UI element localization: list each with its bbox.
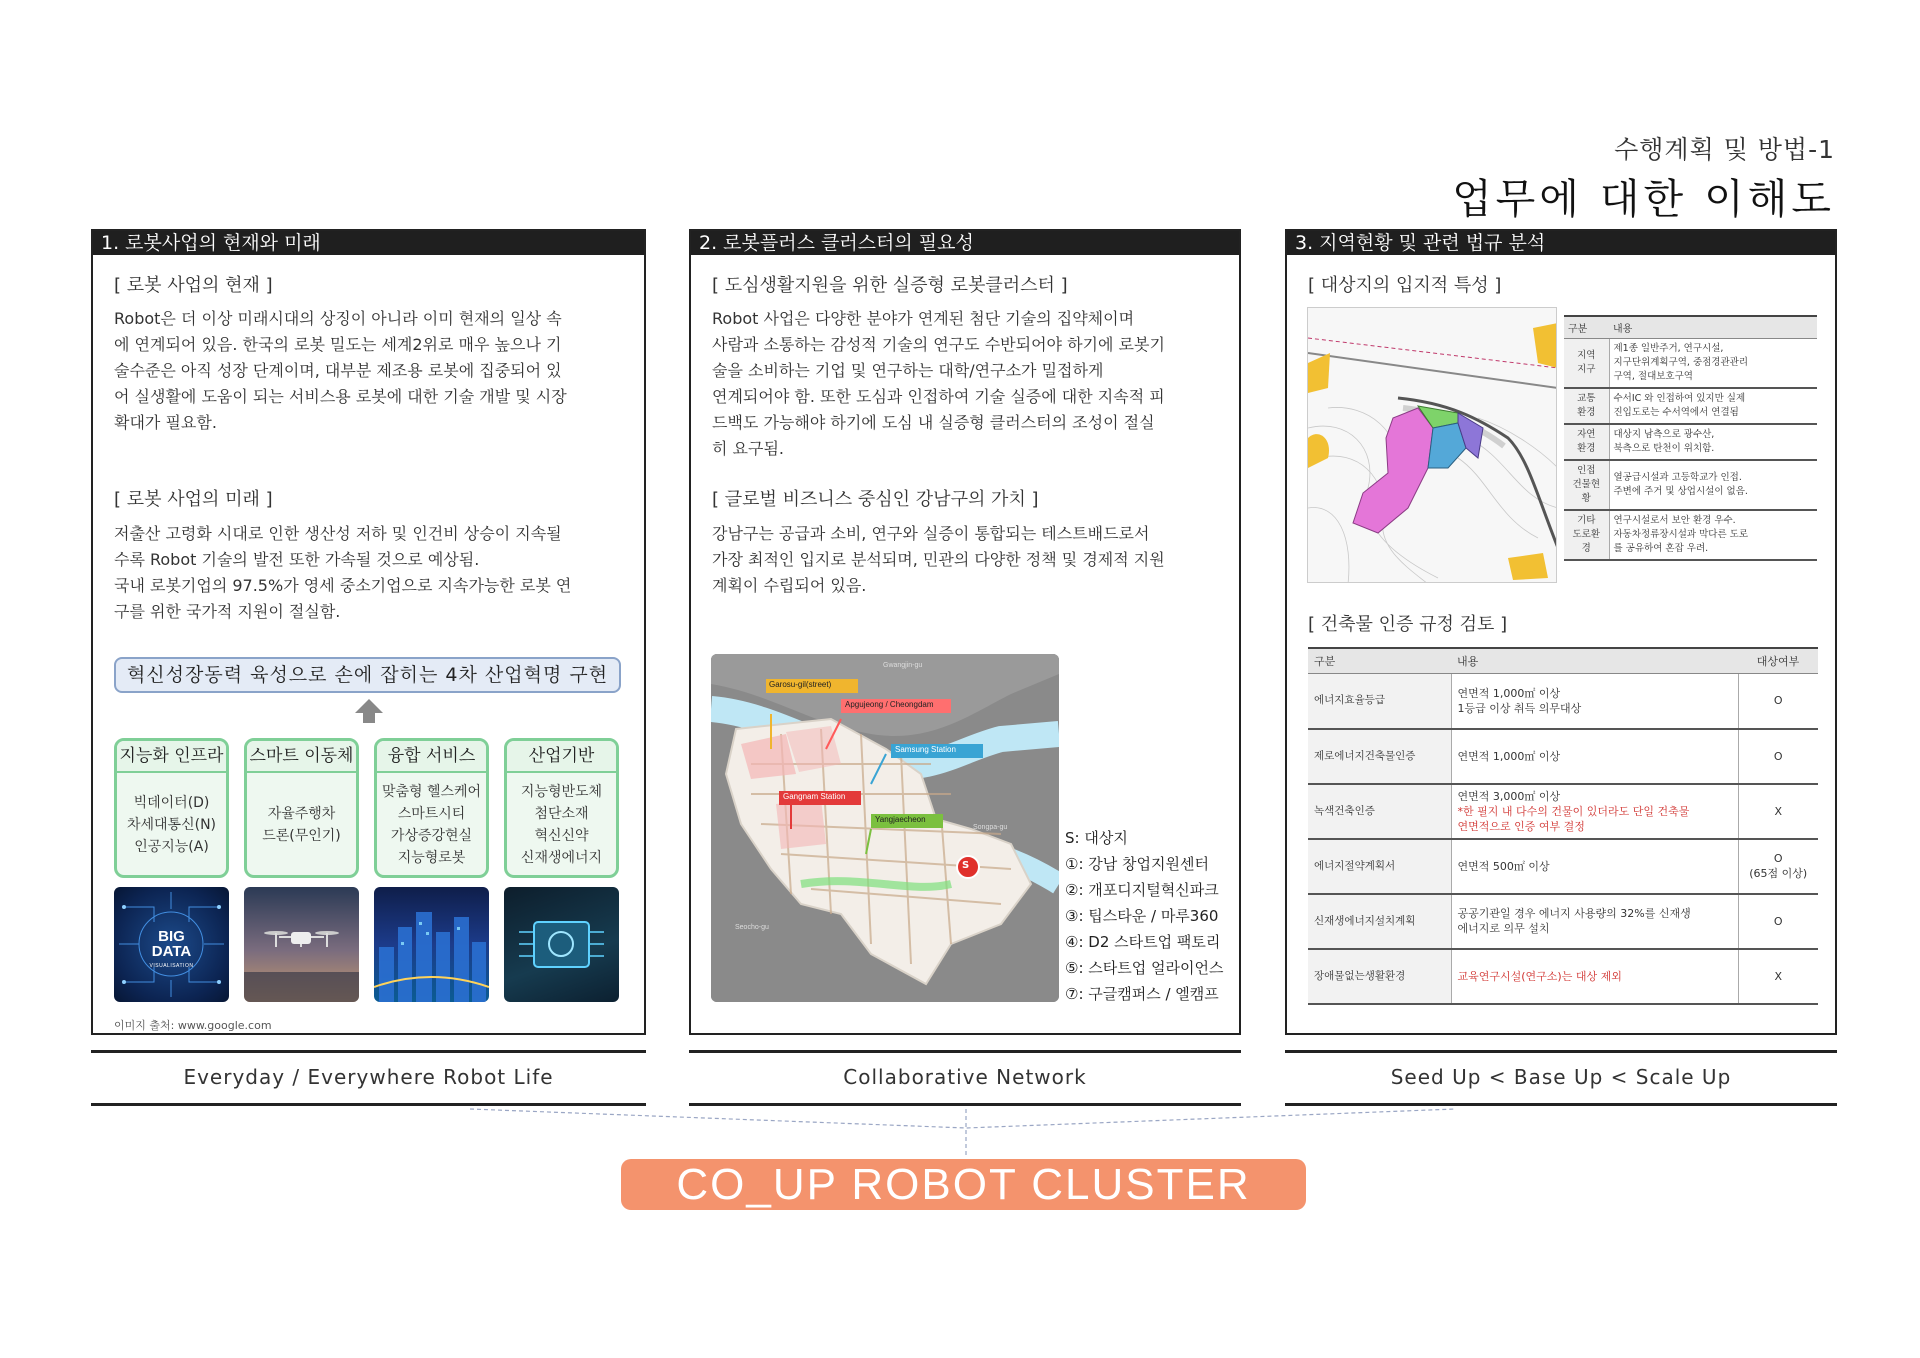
paragraph-gangnam xyxy=(712,521,1165,599)
thumb-text: DATA xyxy=(151,943,192,960)
cert-value: 연면적 1,000㎡ 이상 xyxy=(1457,749,1561,763)
gangnam-map xyxy=(711,654,1059,1002)
paragraph-line: 연계되어야 함. 또한 도심과 인접하여 기술 실증에 대한 지속적 피 xyxy=(712,387,1165,406)
card-line: 혁신신약 xyxy=(534,828,589,844)
paragraph-line: Robot 사업은 다양한 분야가 연계된 첨단 기술의 집약체이며 xyxy=(712,309,1135,328)
card-industry-base xyxy=(504,738,619,878)
card-line: 자율주행차 xyxy=(267,806,336,822)
cert-header: 구분 xyxy=(1308,648,1451,674)
card-body xyxy=(247,773,356,877)
section-head-certification: [ 건축물 인증 규정 검토 ] xyxy=(1308,614,1508,635)
info-value: 대상지 남측으로 광수산, 북측으로 탄천이 위치함. xyxy=(1609,424,1817,460)
cert-target: X xyxy=(1738,784,1818,839)
legend-item: ④: D2 스타트업 팩토리 xyxy=(1065,933,1221,951)
legend-item: S: 대상지 xyxy=(1065,829,1128,847)
card-line: 첨단소재 xyxy=(534,806,589,822)
map-label-apgujeong: Apgujeong / Cheongdam xyxy=(845,700,934,709)
paragraph-present xyxy=(114,306,567,436)
section-head-urban: [ 도심생활지원을 위한 실증형 로봇클러스터 ] xyxy=(712,275,1068,296)
cert-value: 연면적 500㎡ 이상 xyxy=(1457,859,1550,873)
card-line: 지능형반도체 xyxy=(520,784,603,800)
table-row xyxy=(1564,424,1817,460)
drone-image xyxy=(244,887,359,1002)
paragraph-future xyxy=(114,521,571,625)
paragraph-line: 수록 Robot 기술의 발전 또한 가속될 것으로 예상됨. xyxy=(114,550,480,569)
info-header: 구분 xyxy=(1564,316,1609,339)
map-label-gwangjin: Gwangjin-gu xyxy=(883,662,923,669)
map-label-samsung: Samsung Station xyxy=(895,745,956,754)
thumb-text: BIG xyxy=(158,928,185,945)
table-row xyxy=(1308,729,1818,784)
paragraph-line: 국내 로봇기업의 97.5%가 영세 중소기업으로 지속가능한 로봇 연 xyxy=(114,576,572,595)
legend-item: ③: 팁스타운 / 마루360 xyxy=(1065,907,1219,925)
map-label-seocho: Seocho-gu xyxy=(735,924,769,931)
cert-key: 신재생에너지설치계획 xyxy=(1308,894,1451,949)
certification-table xyxy=(1308,647,1818,1005)
chip-icon xyxy=(504,887,619,1002)
card-intelligent-infra xyxy=(114,738,229,878)
header-subtitle: 수행계획 및 방법-1 xyxy=(1614,135,1835,164)
card-converged-service xyxy=(374,738,489,878)
drone-icon xyxy=(244,887,359,1002)
smart-city-image xyxy=(374,887,489,1002)
card-smart-mobility xyxy=(244,738,359,878)
site-plan-map xyxy=(1307,307,1557,583)
paragraph-urban xyxy=(712,306,1165,462)
paragraph-line: 구를 위한 국가적 지원이 절실함. xyxy=(114,602,341,621)
map-legend xyxy=(1065,825,1223,1007)
card-line: 드론(무인기) xyxy=(262,828,341,844)
map-label-gangnam: Gangnam Station xyxy=(783,792,846,801)
slogan-bar-scale-up: Seed Up < Base Up < Scale Up xyxy=(1285,1050,1837,1106)
card-line: 지능형로봇 xyxy=(397,850,466,866)
paragraph-line: 확대가 필요함. xyxy=(114,413,217,432)
paragraph-line: 드백도 가능해야 하기에 도심 내 실증형 클러스터의 조성이 절실 xyxy=(712,413,1155,432)
industry-banner: 혁신성장동력 육성으로 손에 잡히는 4차 산업혁명 구현 xyxy=(114,657,621,693)
paragraph-line: 가장 최적인 입지로 분석되며, 민관의 다양한 정책 및 경제적 지원 xyxy=(712,550,1165,569)
panel-regional-analysis xyxy=(1285,229,1837,1035)
cert-note: *한 필지 내 다수의 건물이 있더라도 단일 건축물 연면적으로 인증 여부 결정 xyxy=(1457,804,1690,833)
info-key: 교통 환경 xyxy=(1564,388,1609,424)
info-value: 연구시설로서 보안 환경 우수. 자동차정류장시설과 막다른 도로 를 공유하여 혼잡 우려. xyxy=(1609,510,1817,560)
site-plan-graphic xyxy=(1308,308,1557,583)
card-line: 가상증강현실 xyxy=(390,828,473,844)
paragraph-line: 술수준은 아직 성장 단계이며, 대부분 제조용 로봇에 집중되어 있 xyxy=(114,361,562,380)
info-value: 제1종 일반주거, 연구시설, 지구단위계획구역, 중점경관관리 구역, 절대보호구역 xyxy=(1609,339,1817,389)
card-line: 신재생에너지 xyxy=(520,850,603,866)
card-body xyxy=(377,773,486,877)
paragraph-line: 강남구는 공급과 소비, 연구와 실증이 통합되는 테스트배드로서 xyxy=(712,524,1150,543)
cert-target: O xyxy=(1738,894,1818,949)
panel-title: 1. 로봇사업의 현재와 미래 xyxy=(93,231,644,255)
paragraph-line: 히 요구됨. xyxy=(712,439,784,458)
info-key: 지역 지구 xyxy=(1564,339,1609,389)
legend-item: ⑤: 스타트업 얼라이언스 xyxy=(1065,959,1224,977)
card-head: 스마트 이동체 xyxy=(247,741,356,773)
cert-value: 공공기관일 경우 에너지 사용량의 32%를 신재생 에너지로 의무 설치 xyxy=(1457,907,1691,935)
page-title: 업무에 대한 이해도 xyxy=(1452,175,1835,223)
cert-value-cell xyxy=(1451,949,1738,1004)
thumb-subtext: VISUALISATION xyxy=(149,963,194,969)
cert-header: 내용 xyxy=(1451,648,1738,674)
card-body xyxy=(117,773,226,877)
connector-lines xyxy=(0,1106,1920,1166)
legend-item: ⑦: 구글캠퍼스 / 엘캠프 xyxy=(1065,985,1219,1003)
cert-value: 연면적 1,000㎡ 이상 1등급 이상 취득 의무대상 xyxy=(1457,686,1582,715)
cert-key: 제로에너지건축물인증 xyxy=(1308,729,1451,784)
table-row xyxy=(1564,339,1817,389)
cert-value-cell xyxy=(1451,674,1738,729)
paragraph-line: Robot은 더 이상 미래시대의 상징이 아니라 이미 현재의 일상 속 xyxy=(114,309,562,328)
table-row xyxy=(1308,674,1818,729)
table-row xyxy=(1308,894,1818,949)
card-head: 융합 서비스 xyxy=(377,741,486,773)
cert-key: 장애물없는생활환경 xyxy=(1308,949,1451,1004)
semiconductor-image xyxy=(504,887,619,1002)
info-value: 열공급시설과 고등학교가 인접. 주변에 주거 및 상업시설이 없음. xyxy=(1609,460,1817,510)
cert-value-cell xyxy=(1451,839,1738,894)
card-body xyxy=(507,773,616,877)
table-row xyxy=(1308,839,1818,894)
map-site-marker: S xyxy=(962,860,970,871)
table-row xyxy=(1308,949,1818,1004)
table-row xyxy=(1308,784,1818,839)
table-row xyxy=(1564,460,1817,510)
section-head-present: [ 로봇 사업의 현재 ] xyxy=(114,275,273,296)
paragraph-line: 사람과 소통하는 감성적 기술의 연구도 수반되어야 하기에 로봇기 xyxy=(712,335,1165,354)
map-label-yangjae: Yangjaecheon xyxy=(875,815,926,824)
info-key: 기타 도로환경 xyxy=(1564,510,1609,560)
info-value: 수서IC 와 인접하여 있지만 실제 진입도로는 수서역에서 연결됨 xyxy=(1609,388,1817,424)
info-key: 자연 환경 xyxy=(1564,424,1609,460)
cert-target: O xyxy=(1738,729,1818,784)
up-arrow-stem xyxy=(363,713,375,723)
paragraph-line: 술을 소비하는 기업 및 연구하는 대학/연구소가 밀접하게 xyxy=(712,361,1104,380)
card-head: 지능화 인프라 xyxy=(117,741,226,773)
cert-target: X xyxy=(1738,949,1818,1004)
city-skyline-icon xyxy=(374,887,489,1002)
panel-cluster-necessity xyxy=(689,229,1241,1035)
cert-key: 에너지절약계획서 xyxy=(1308,839,1451,894)
table-row xyxy=(1564,388,1817,424)
slogan-bar-network: Collaborative Network xyxy=(689,1050,1241,1106)
slogan-bar-robot-life: Everyday / Everywhere Robot Life xyxy=(91,1050,646,1106)
paragraph-line: 에 연계되어 있음. 한국의 로봇 밀도는 세계2위로 매우 높으나 기 xyxy=(114,335,562,354)
paragraph-line: 저출산 고령화 시대로 인한 생산성 저하 및 인건비 상승이 지속될 xyxy=(114,524,562,543)
cert-value-cell xyxy=(1451,729,1738,784)
site-info-table xyxy=(1564,315,1817,561)
info-key: 인접 건물현황 xyxy=(1564,460,1609,510)
cert-key: 에너지효율등급 xyxy=(1308,674,1451,729)
card-line: 스마트시티 xyxy=(397,806,466,822)
cert-note: 교육연구시설(연구소)는 대상 제외 xyxy=(1457,969,1622,983)
up-arrow-icon xyxy=(355,699,383,713)
cert-header: 대상여부 xyxy=(1738,648,1818,674)
section-head-future: [ 로봇 사업의 미래 ] xyxy=(114,489,273,510)
panel-title: 2. 로봇플러스 클러스터의 필요성 xyxy=(691,231,1239,255)
cluster-title-badge: CO_UP ROBOT CLUSTER xyxy=(621,1159,1306,1210)
paragraph-line: 계획이 수립되어 있음. xyxy=(712,576,867,595)
card-line: 빅데이터(D) xyxy=(133,795,210,811)
cert-key: 녹색건축인증 xyxy=(1308,784,1451,839)
cert-target: O xyxy=(1738,674,1818,729)
legend-item: ①: 강남 창업지원센터 xyxy=(1065,855,1209,873)
section-head-location: [ 대상지의 입지적 특성 ] xyxy=(1308,275,1502,296)
card-line: 맞춤형 헬스케어 xyxy=(381,784,482,800)
panel-title: 3. 지역현황 및 관련 법규 분석 xyxy=(1287,231,1835,255)
cert-target: O (65점 이상) xyxy=(1738,839,1818,894)
table-row xyxy=(1564,510,1817,560)
big-data-image xyxy=(114,887,229,1002)
card-head: 산업기반 xyxy=(507,741,616,773)
card-line: 인공지능(A) xyxy=(134,839,209,855)
legend-item: ②: 개포디지털혁신파크 xyxy=(1065,881,1219,899)
section-head-gangnam: [ 글로벌 비즈니스 중심인 강남구의 가치 ] xyxy=(712,489,1039,510)
cert-value: 연면적 3,000㎡ 이상 xyxy=(1457,789,1561,803)
info-header: 내용 xyxy=(1609,316,1817,339)
map-label-songpa: Songpa-gu xyxy=(973,824,1008,831)
cert-value-cell xyxy=(1451,784,1738,839)
paragraph-line: 어 실생활에 도움이 되는 서비스용 로봇에 대한 기술 개발 및 시장 xyxy=(114,387,567,406)
panel-robot-industry xyxy=(91,229,646,1035)
map-label-garosu: Garosu-gil(street) xyxy=(769,680,832,689)
card-line: 차세대통신(N) xyxy=(126,817,217,833)
image-credit: 이미지 출처: www.google.com xyxy=(114,1019,272,1032)
cert-value-cell xyxy=(1451,894,1738,949)
